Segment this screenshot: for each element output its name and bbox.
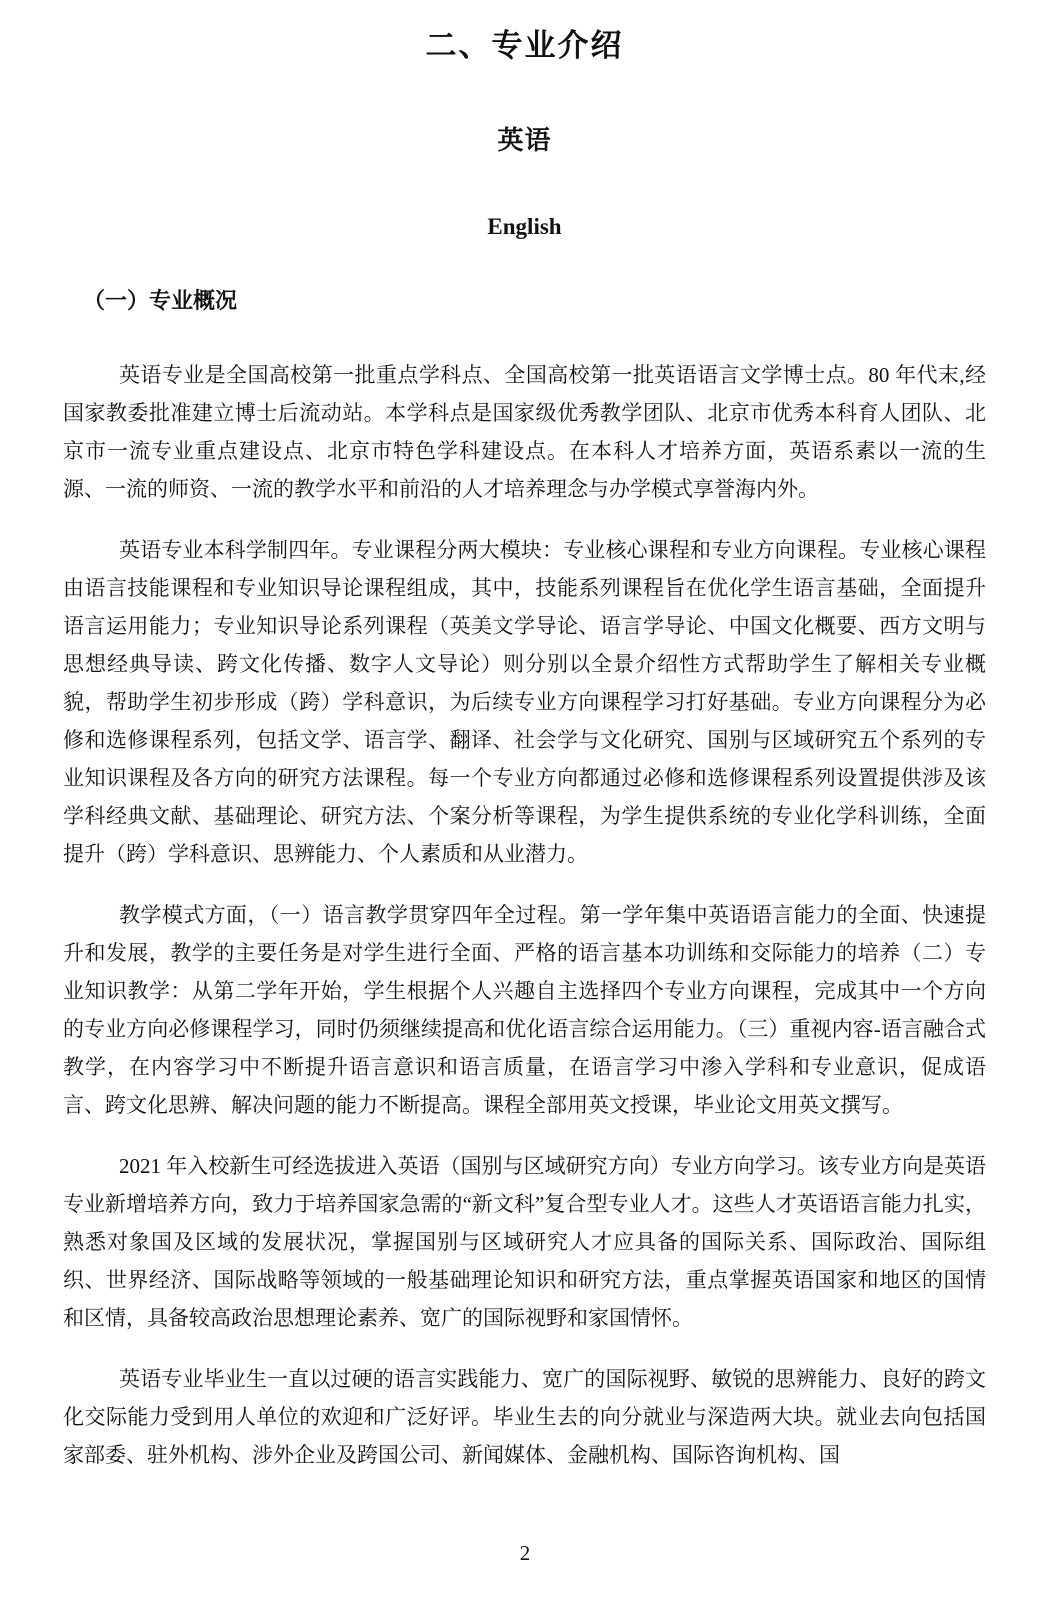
page-title: 二、专业介绍 — [425, 28, 624, 63]
paragraph-2021-direction: 2021 年入校新生可经选拔进入英语（国别与区域研究方向）专业方向学习。该专业方向是英语专业新增培养方向，致力于培养国家急需的“新文科”复合型专业人才。这些人才英语语言能力扎实，熟悉对象国及区域的发展状况，掌握国别与区域研究人才应具备的国际关系、国际政治、国际组织、世界经济、国际战略等领域的一般基础理论知识和研究方法，重点掌握英语国家和地区的国情和区情，具备较高政治思想理论素养、宽广的国际视野和家国情怀。 — [63, 1154, 986, 1330]
major-title-english: English — [487, 214, 562, 239]
paragraph-teaching-model: 教学模式方面，（一）语言教学贯穿四年全过程。第一学年集中英语语言能力的全面、快速提升和发展，教学的主要任务是对学生进行全面、严格的语言基本功训练和交际能力的培养（二）专业知识教学：从第二学年开始，学生根据个人兴趣自主选择四个专业方向课程，完成其中一个方向的专业方向必修课程学习，同时仍须继续提高和优化语言综合运用能力。（三）重视内容-语言融合式教学，在内容学习中不断提升语言意识和语言质量，在语言学习中渗入学科和专业意识，促成语言、跨文化思辨、解决问题的能力不断提高。课程全部用英文授课，毕业论文用英文撰写。 — [63, 903, 986, 1117]
page-number: 2 — [519, 1541, 531, 1565]
section-heading-overview: （一）专业概况 — [83, 288, 238, 313]
paragraph-curriculum: 英语专业本科学制四年。专业课程分两大模块：专业核心课程和专业方向课程。专业核心课程由语言技能课程和专业知识导论课程组成，其中，技能系列课程旨在优化学生语言基础，全面提升语言运用能力；专业知识导论系列课程（英美文学导论、语言学导论、中国文化概要、西方文明与思想经典导读、跨文化传播、数字人文导论）则分别以全景介绍性方式帮助学生了解相关专业概貌，帮助学生初步形成（跨）学科意识，为后续专业方向课程学习打好基础。专业方向课程分为必修和选修课程系列，包括文学、语言学、翻译、社会学与文化研究、国别与区域研究五个系列的专业知识课程及各方向的研究方法课程。每一个专业方向都通过必修和选修课程系列设置提供涉及该学科经典文献、基础理论、研究方法、个案分析等课程，为学生提供系统的专业化学科训练，全面提升（跨）学科意识、思辨能力、个人素质和从业潜力。 — [63, 538, 986, 866]
body-text — [63, 356, 986, 1474]
paragraph-graduates: 英语专业毕业生一直以过硬的语言实践能力、宽广的国际视野、敏锐的思辨能力、良好的跨文化交际能力受到用人单位的欢迎和广泛好评。毕业生去的向分就业与深造两大块。就业去向包括国家部委、驻外机构、涉外企业及跨国公司、新闻媒体、金融机构、国际咨询机构、国 — [63, 1367, 986, 1467]
paragraph-history: 英语专业是全国高校第一批重点学科点、全国高校第一批英语语言文学博士点。80 年代末,经国家教委批准建立博士后流动站。本学科点是国家级优秀教学团队、北京市优秀本科育人团队、北京市一流专业重点建设点、北京市特色学科建设点。在本科人才培养方面，英语系素以一流的生源、一流的师资、一流的教学水平和前沿的人才培养理念与办学模式享誉海内外。 — [63, 363, 986, 501]
major-title-chinese: 英语 — [497, 126, 552, 155]
